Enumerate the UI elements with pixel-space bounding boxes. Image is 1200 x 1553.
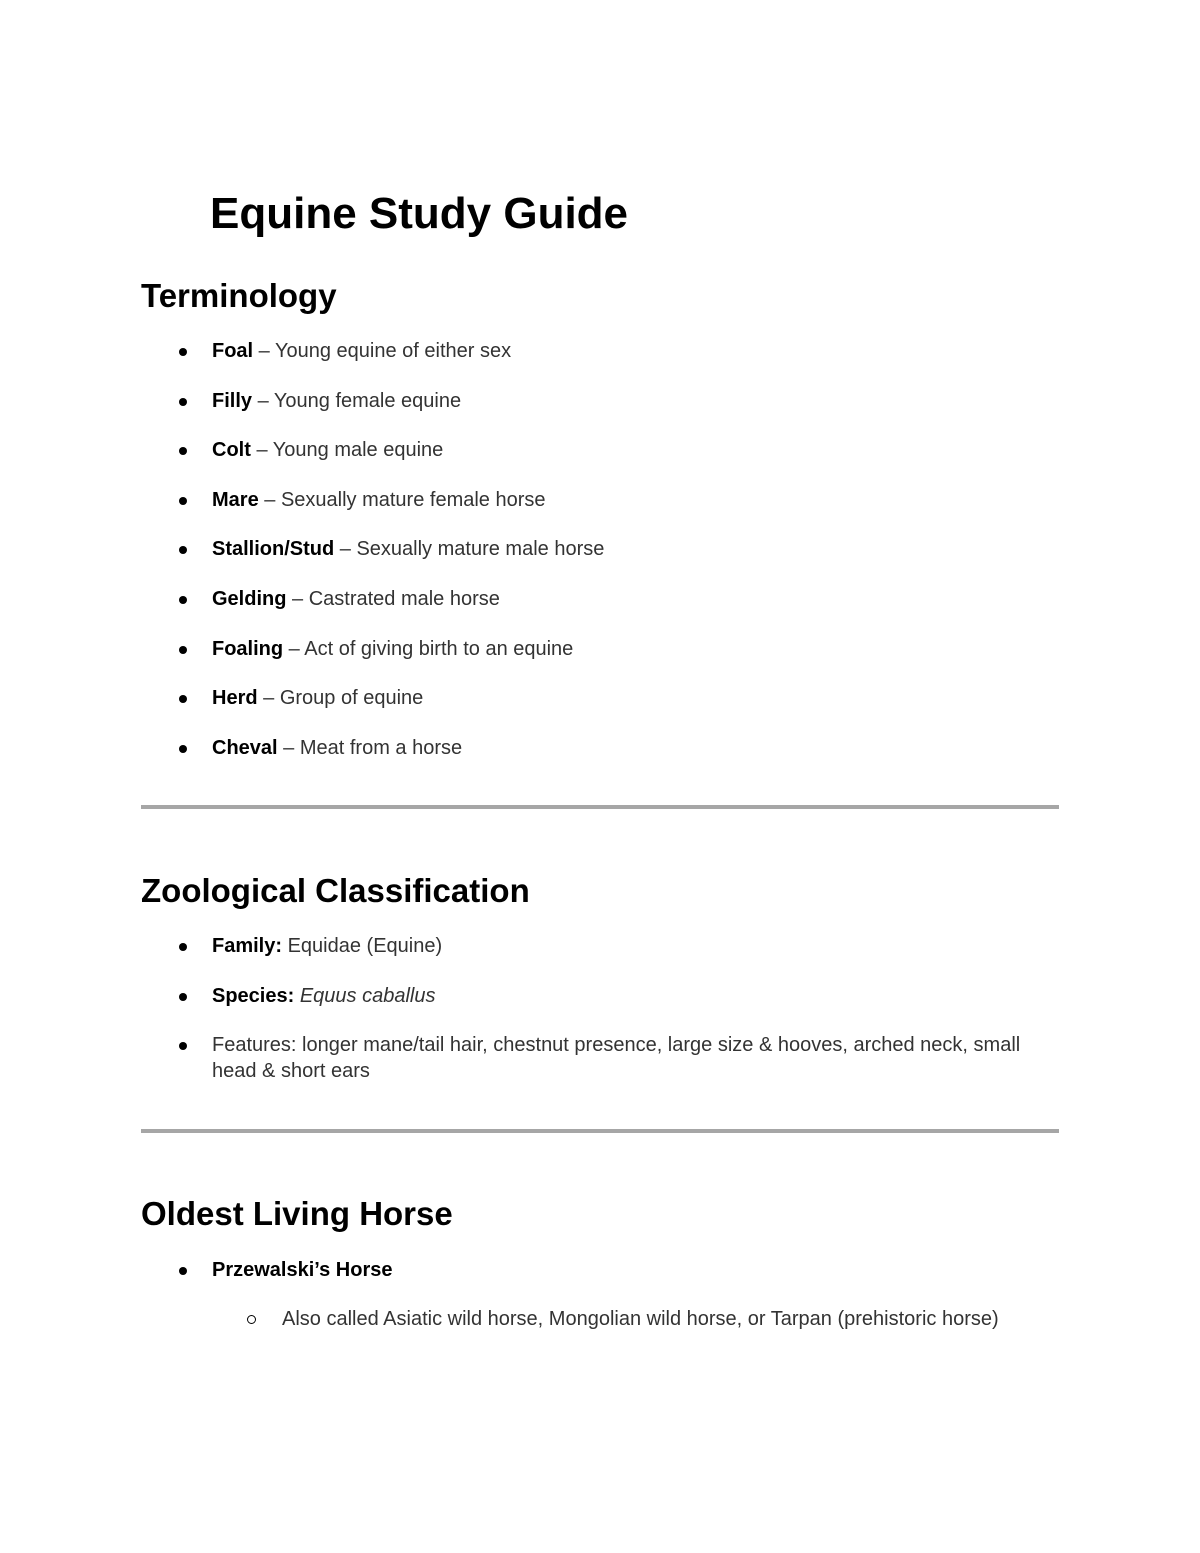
terminology-heading: Terminology (141, 277, 337, 314)
term-label: Gelding (212, 587, 287, 610)
term-label: Stallion/Stud (212, 538, 335, 561)
list-item (0, 1032, 1200, 1092)
bullet-icon (179, 546, 187, 554)
bullet-icon (179, 745, 187, 753)
bullet-icon (179, 993, 187, 1001)
bullet-icon (179, 943, 187, 951)
term-label: Colt (212, 439, 251, 462)
term-label: Filly (212, 389, 253, 412)
term-definition: – Castrated male horse (286, 587, 500, 610)
list-item (0, 388, 1200, 438)
bullet-icon (179, 596, 187, 604)
przewalski-label: Przewalski’s Horse (212, 1259, 393, 1281)
oldest-horse-list (0, 1257, 1200, 1367)
list-item (0, 586, 1200, 636)
term-label: Foal (212, 340, 254, 362)
bullet-icon (179, 1267, 187, 1275)
term-label: Mare (212, 488, 259, 511)
family-value: Equidae (Equine) (282, 935, 443, 957)
list-item (0, 437, 1200, 487)
term-definition: – Act of giving birth to an equine (283, 637, 574, 660)
features-text: Features: longer mane/tail hair, chestnut presence, large size & hooves, arched neck, small head & short ears (212, 1034, 1021, 1083)
bullet-icon (179, 497, 187, 505)
hollow-bullet-icon (247, 1315, 256, 1324)
term-definition: – Sexually mature female horse (258, 488, 546, 511)
term-definition: – Group of equine (257, 687, 424, 710)
list-item (0, 983, 1200, 1033)
bullet-icon (179, 447, 187, 455)
bullet-icon (179, 1042, 187, 1050)
terminology-list (0, 338, 1200, 784)
bullet-icon (179, 646, 187, 654)
list-item (0, 338, 1200, 388)
term-definition: – Young female equine (252, 389, 462, 412)
list-item (0, 536, 1200, 586)
bullet-icon (179, 695, 187, 703)
classification-list (0, 933, 1200, 1092)
term-definition: – Meat from a horse (277, 736, 463, 759)
term-definition: – Sexually mature male horse (334, 538, 605, 561)
sub-list-item (0, 1307, 1200, 1367)
term-label: Foaling (212, 637, 284, 660)
species-value: Equus caballus (299, 984, 436, 1007)
sub-item-text: Also called Asiatic wild horse, Mongolian wild horse, or Tarpan (prehistoric horse) (282, 1307, 999, 1330)
list-item (0, 636, 1200, 686)
term-definition: – Young equine of either sex (253, 340, 512, 362)
list-item (0, 1257, 1200, 1307)
family-label: Family: (212, 935, 283, 957)
list-item (0, 487, 1200, 537)
document-title: Equine Study Guide (210, 189, 629, 238)
oldest-horse-heading: Oldest Living Horse (141, 1195, 453, 1232)
section-divider (141, 805, 1059, 809)
term-label: Herd (212, 687, 258, 710)
bullet-icon (179, 398, 187, 406)
term-label: Cheval (212, 736, 278, 759)
list-item (0, 685, 1200, 735)
bullet-icon (179, 348, 187, 356)
term-definition: – Young male equine (250, 439, 444, 462)
section-divider (141, 1129, 1059, 1133)
species-label: Species: (212, 984, 295, 1007)
classification-heading: Zoological Classification (141, 872, 530, 909)
list-item (0, 933, 1200, 983)
list-item (0, 735, 1200, 785)
